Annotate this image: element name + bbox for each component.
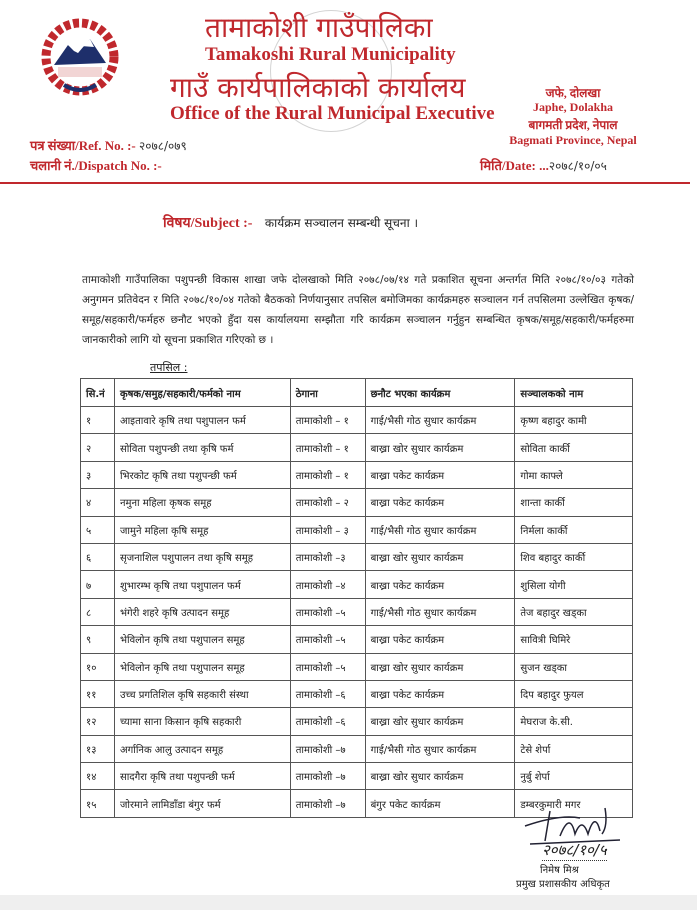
table-cell: टेसे शेर्पा xyxy=(515,735,633,762)
table-cell: भेविलोन कृषि तथा पशुपालन समूह xyxy=(114,626,290,653)
table-row xyxy=(81,680,633,707)
table-cell: बाख्रा पकेट कार्यक्रम xyxy=(365,489,515,516)
table-cell: शिव बहादुर कार्की xyxy=(515,543,633,570)
table-cell: दिप बहादुर फुयल xyxy=(515,680,633,707)
table-cell: गाई/भैसी गोठ सुधार कार्यक्रम xyxy=(365,516,515,543)
municipality-name-en: Tamakoshi Rural Municipality xyxy=(205,44,456,65)
table-cell: बाख्रा पकेट कार्यक्रम xyxy=(365,680,515,707)
column-header: सञ्चालकको नाम xyxy=(515,379,633,407)
table-cell: गाई/भैसी गोठ सुधार कार्यक्रम xyxy=(365,407,515,434)
table-row xyxy=(81,735,633,762)
body-paragraph: तामाकोशी गाउँपालिका पशुपन्छी विकास शाखा जफे दोलखाको मिति २०७८/०७/१४ गते प्रकाशित सूचना अन्तर्गत मिति २०७८/१०/०३ गतेको अनुगमन प्रतिवेदन र मिति २०७८/१०/०४ गतेको बैठकको निर्णयानुसार तपसिल बमोजिमका कार्यक्रमहरु सञ्चालन गर्न तपसिलमा उल्लेखित कृषक/समूह/सहकारी/फर्महरु छनौट भएको हुँदा यस कार्यालयमा सम्झौता गरि कार्यक्रम सञ्चालन गर्नुहुन सम्बन्धित कृषक/समूह/सहकारी/फर्महरुमा जानकारीको लागि यो सूचना प्रकाशित गरिएको छ । xyxy=(82,274,634,346)
table-row xyxy=(81,626,633,653)
table-cell: जोरमाने लामिडाँडा बंगुर फर्म xyxy=(114,790,290,817)
table-cell: मेघराज के.सी. xyxy=(515,708,633,735)
table-cell: तामाकोशी –६ xyxy=(290,680,365,707)
table-cell: तामाकोशी – ३ xyxy=(290,516,365,543)
column-header: छनौट भएका कार्यक्रम xyxy=(365,379,515,407)
table-cell: नुर्बु शेर्पा xyxy=(515,763,633,790)
municipality-name-np: तामाकोशी गाउँपालिका xyxy=(205,11,433,44)
table-cell: भेविलोन कृषि तथा पशुपालन समूह xyxy=(114,653,290,680)
table-cell: २ xyxy=(81,434,115,461)
table-cell: ९ xyxy=(81,626,115,653)
table-row xyxy=(81,434,633,461)
table-cell: तामाकोशी – १ xyxy=(290,407,365,434)
table-cell: १२ xyxy=(81,708,115,735)
table-cell: बाख्रा खोर सुधार कार्यक्रम xyxy=(365,653,515,680)
table-cell: १० xyxy=(81,653,115,680)
table-cell: बाख्रा खोर सुधार कार्यक्रम xyxy=(365,543,515,570)
table-cell: बाख्रा खोर सुधार कार्यक्रम xyxy=(365,434,515,461)
ref-value: २०७८/०७९ xyxy=(139,139,187,153)
address-line: जफे, दोलखा xyxy=(545,86,601,100)
subject xyxy=(163,213,418,232)
table-cell: शुभारम्भ कृषि तथा पशुपालन फर्म xyxy=(114,571,290,598)
table-cell: डम्बरकुमारी मगर xyxy=(515,790,633,817)
table-cell: बाख्रा खोर सुधार कार्यक्रम xyxy=(365,763,515,790)
signatory-name: निमेष मिश्र xyxy=(540,865,579,876)
address-line: बागमती प्रदेश, नेपाल xyxy=(528,118,618,132)
office-name-np: गाउँ कार्यपालिकाको कार्यालय xyxy=(170,71,466,104)
header-divider xyxy=(0,182,690,184)
table-cell: जामुने महिला कृषि समूह xyxy=(114,516,290,543)
table-row xyxy=(81,543,633,570)
table-cell: तामाकोशी –७ xyxy=(290,763,365,790)
date-value: २०७८/१०/०५ xyxy=(548,159,607,173)
table-row xyxy=(81,598,633,625)
table-cell: तामाकोशी – १ xyxy=(290,461,365,488)
table-cell: ११ xyxy=(81,680,115,707)
table-cell: शान्ता कार्की xyxy=(515,489,633,516)
table-cell: तामाकोशी –३ xyxy=(290,543,365,570)
table-cell: तामाकोशी –७ xyxy=(290,790,365,817)
table-cell: सोविता कार्की xyxy=(515,434,633,461)
table-cell: शुसिला योगी xyxy=(515,571,633,598)
address-line: Bagmati Province, Nepal xyxy=(509,133,637,147)
table-cell: सादगैरा कृषि तथा पशुपन्छी फर्म xyxy=(114,763,290,790)
table-header-row xyxy=(81,379,633,407)
table-cell: सावित्री घिमिरे xyxy=(515,626,633,653)
table-cell: तामाकोशी –५ xyxy=(290,626,365,653)
table-cell: तामाकोशी –६ xyxy=(290,708,365,735)
table-cell: बाख्रा खोर सुधार कार्यक्रम xyxy=(365,708,515,735)
date-label: मिति/Date: ... xyxy=(480,158,549,173)
table-cell: सोविता पशुपन्छी तथा कृषि फर्म xyxy=(114,434,290,461)
table-cell: आइतावारे कृषि तथा पशुपालन फर्म xyxy=(114,407,290,434)
table-row xyxy=(81,516,633,543)
subject-text: कार्यक्रम सञ्चालन सम्बन्धी सूचना । xyxy=(264,216,419,230)
table-cell: बाख्रा पकेट कार्यक्रम xyxy=(365,571,515,598)
table-cell: कृष्ण बहादुर कामी xyxy=(515,407,633,434)
table-cell: भंगेरी शहरे कृषि उत्पादन समूह xyxy=(114,598,290,625)
table-cell: बाख्रा पकेट कार्यक्रम xyxy=(365,461,515,488)
table-cell: गोमा काफ्ले xyxy=(515,461,633,488)
table-row xyxy=(81,571,633,598)
table-cell: सुजन खड्का xyxy=(515,653,633,680)
address-line: Japhe, Dolakha xyxy=(532,100,614,114)
table-body xyxy=(81,407,633,818)
ref-no xyxy=(30,136,187,154)
table-cell: तामाकोशी –५ xyxy=(290,598,365,625)
table-cell: गाई/भैसी गोठ सुधार कार्यक्रम xyxy=(365,735,515,762)
signature-date: २०७८/१०/५ xyxy=(542,841,607,859)
emblem-logo xyxy=(38,15,122,103)
table-row xyxy=(81,489,633,516)
tapsil-label: तपसिल : xyxy=(150,361,188,374)
table-cell: तेज बहादुर खड्का xyxy=(515,598,633,625)
table-cell: तामाकोशी –५ xyxy=(290,653,365,680)
table-cell: तामाकोशी – १ xyxy=(290,434,365,461)
table-row xyxy=(81,708,633,735)
table-cell: तामाकोशी –४ xyxy=(290,571,365,598)
table-row xyxy=(81,407,633,434)
column-header: ठेगाना xyxy=(290,379,365,407)
table-cell: सृजनाशिल पशुपालन तथा कृषि समूह xyxy=(114,543,290,570)
table-cell: तामाकोशी –७ xyxy=(290,735,365,762)
table-cell: तामाकोशी – २ xyxy=(290,489,365,516)
table-cell: निर्मला कार्की xyxy=(515,516,633,543)
ref-label: पत्र संख्या/Ref. No. :- xyxy=(30,138,136,153)
table-cell: ६ xyxy=(81,543,115,570)
signature-image xyxy=(520,806,630,865)
table-row xyxy=(81,763,633,790)
program-table xyxy=(80,378,633,818)
table-cell: बंगुर पकेट कार्यक्रम xyxy=(365,790,515,817)
table-cell: १३ xyxy=(81,735,115,762)
table-cell: ७ xyxy=(81,571,115,598)
table-cell: ५ xyxy=(81,516,115,543)
table-cell: बाख्रा पकेट कार्यक्रम xyxy=(365,626,515,653)
table-row xyxy=(81,461,633,488)
office-name-en: Office of the Rural Municipal Executive xyxy=(170,103,495,124)
table-cell: १४ xyxy=(81,763,115,790)
table-cell: उच्च प्रगतिशिल कृषि सहकारी संस्था xyxy=(114,680,290,707)
column-header: सि.नं xyxy=(81,379,115,407)
page-bottom-band xyxy=(0,895,697,910)
subject-label: विषय/Subject :- xyxy=(163,216,253,231)
dispatch-label: चलानी नं./Dispatch No. :- xyxy=(30,158,162,173)
table-cell: नमुना महिला कृषक समूह xyxy=(114,489,290,516)
table-cell: च्यामा साना किसान कृषि सहकारी xyxy=(114,708,290,735)
table-cell: भिरकोट कृषि तथा पशुपन्छी फर्म xyxy=(114,461,290,488)
table-cell: गाई/भैसी गोठ सुधार कार्यक्रम xyxy=(365,598,515,625)
table-cell: १ xyxy=(81,407,115,434)
date xyxy=(480,156,607,174)
table-row xyxy=(81,653,633,680)
table-cell: ८ xyxy=(81,598,115,625)
table-cell: अर्गानिक आलु उत्पादन समूह xyxy=(114,735,290,762)
column-header: कृषक/समुह/सहकारी/फर्मको नाम xyxy=(114,379,290,407)
table-cell: ४ xyxy=(81,489,115,516)
signatory-title: प्रमुख प्रशासकीय अधिकृत xyxy=(516,879,610,890)
table-cell: १५ xyxy=(81,790,115,817)
table-cell: ३ xyxy=(81,461,115,488)
